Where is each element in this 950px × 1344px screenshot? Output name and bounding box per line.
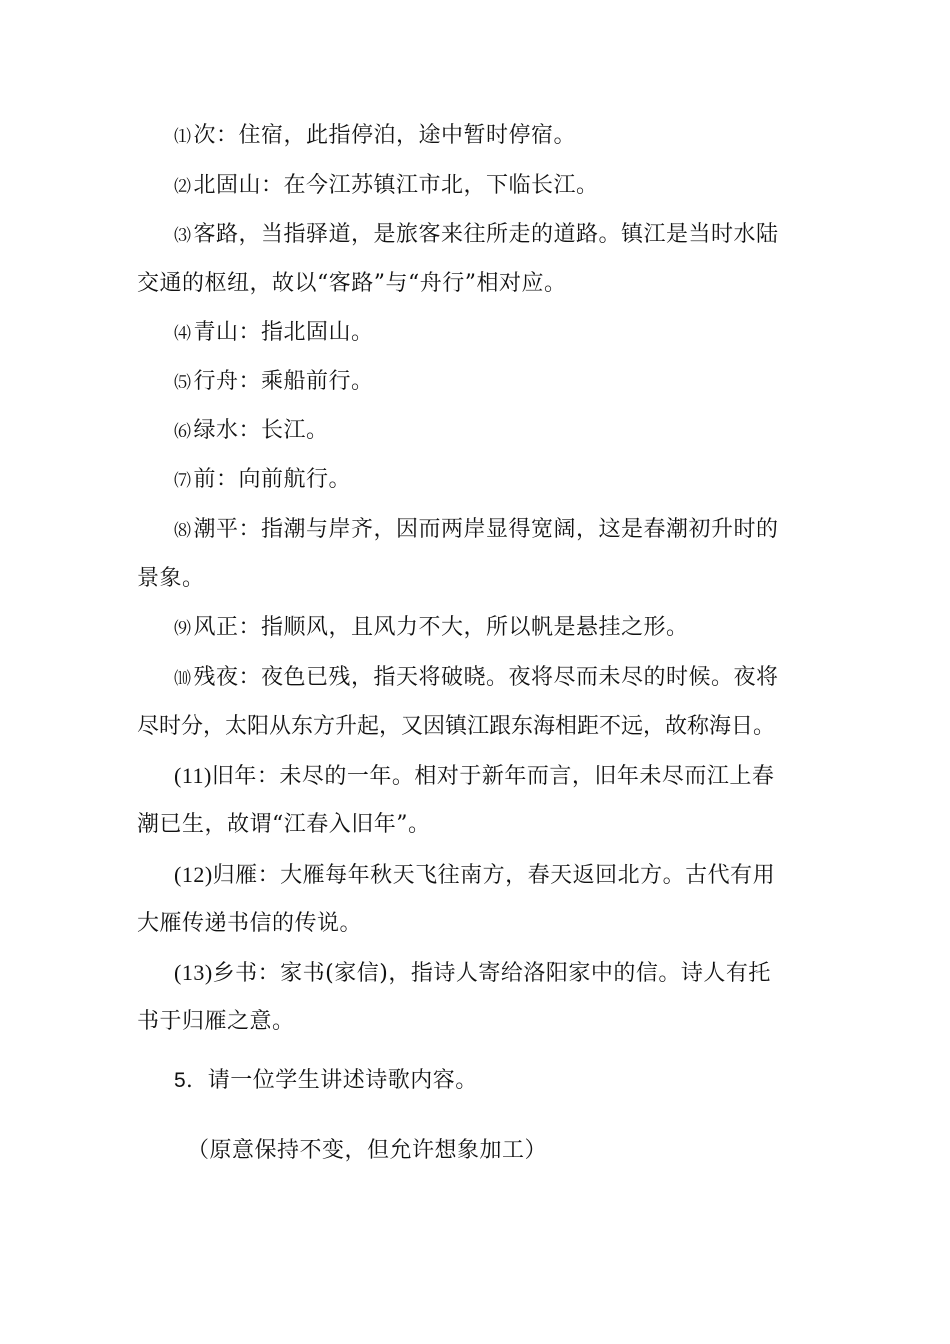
step-number: 5． [174, 1069, 208, 1092]
note-number: (12) [174, 862, 213, 887]
note-number: ⑵ [174, 177, 192, 197]
note-10 [174, 663, 854, 694]
note-3 [174, 220, 854, 251]
note-text: 乡书：家书(家信)，指诗人寄给洛阳家中的信。诗人有托 [212, 961, 771, 986]
note-text: 旧年：未尽的一年。相对于新年而言，旧年未尽而江上春 [211, 764, 775, 789]
note-13-continuation [137, 1007, 817, 1037]
note-number: ⑹ [174, 422, 192, 442]
note-text: 交通的枢纽，故以“客路”与“舟行”相对应。 [137, 271, 567, 296]
note-number: ⑷ [174, 324, 192, 344]
note-text: 残夜：夜色已残，指天将破晓。夜将尽而未尽的时候。夜将 [193, 665, 779, 690]
note-number: ⑼ [174, 619, 192, 639]
note-text: 风正：指顺风，且风力不大，所以帆是悬挂之形。 [193, 615, 689, 640]
note-number: ⑽ [174, 669, 192, 689]
note-text: 归雁：大雁每年秋天飞往南方，春天返回北方。古代有用 [212, 863, 776, 888]
note-text: 北固山：在今江苏镇江市北，下临长江。 [193, 173, 599, 198]
note-text: 潮平：指潮与岸齐，因而两岸显得宽阔，这是春潮初升时的 [193, 517, 779, 542]
note-9 [174, 613, 854, 644]
note-13 [174, 958, 854, 989]
note-2 [174, 171, 854, 202]
note-number: (11) [174, 763, 212, 788]
note-text: 大雁传递书信的传说。 [137, 911, 363, 936]
note-text: 潮已生，故谓“江春入旧年”。 [137, 812, 431, 837]
note-number: ⑺ [174, 471, 192, 491]
note-text: 前：向前航行。 [193, 467, 352, 492]
note-1 [174, 121, 854, 152]
note-text: 尽时分，太阳从东方升起，又因镇江跟东海相距不远，故称海日。 [137, 714, 776, 739]
note-number: ⑻ [174, 521, 192, 541]
note-4 [174, 318, 854, 349]
note-text: 青山：指北固山。 [193, 320, 374, 345]
note-3-continuation [137, 269, 817, 299]
note-11-continuation [137, 810, 817, 840]
note-text: 景象。 [137, 566, 205, 591]
note-number: ⑸ [174, 373, 192, 393]
note-text: 绿水：长江。 [193, 418, 329, 443]
note-text: 次：住宿，此指停泊，途中暂时停宿。 [193, 123, 577, 148]
note-6 [174, 416, 854, 447]
note-text: 客路，当指驿道，是旅客来往所走的道路。镇江是当时水陆 [193, 222, 779, 247]
note-12-continuation [137, 909, 817, 939]
remark-text: （原意保持不变，但允许想象加工） [187, 1138, 548, 1163]
note-text: 书于归雁之意。 [137, 1009, 295, 1034]
note-5 [174, 367, 854, 398]
note-12 [174, 860, 854, 891]
note-number: (13) [174, 960, 213, 985]
note-text: 行舟：乘船前行。 [193, 369, 374, 394]
note-8 [174, 515, 854, 546]
note-number: ⑶ [174, 226, 192, 246]
note-10-continuation [137, 712, 817, 742]
note-8-continuation [137, 564, 817, 594]
note-7 [174, 465, 854, 496]
note-number: ⑴ [174, 127, 192, 147]
remark [187, 1136, 867, 1166]
note-11 [174, 761, 854, 792]
step-text: 请一位学生讲述诗歌内容。 [207, 1068, 478, 1093]
step-5 [174, 1066, 854, 1096]
